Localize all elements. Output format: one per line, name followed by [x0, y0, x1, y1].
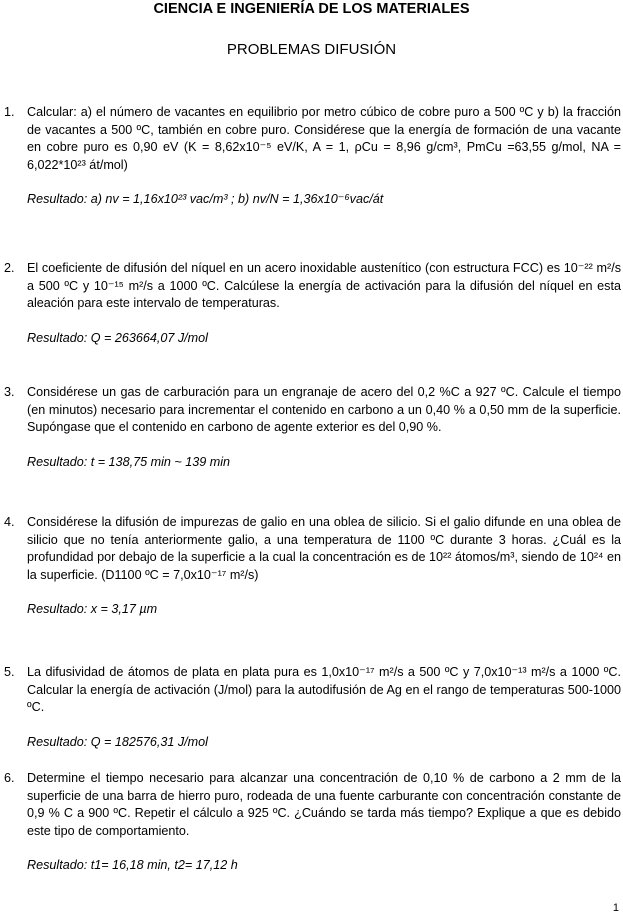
problem-2 — [0, 260, 623, 347]
problem-number: 4. — [4, 515, 15, 529]
problem-3 — [0, 384, 623, 471]
problem-result: Resultado: a) nv = 1,16x10²³ vac/m³ ; b) nv/N = 1,36x10⁻⁶vac/át — [27, 192, 384, 207]
problem-number: 2. — [4, 261, 15, 275]
document-title: CIENCIA E INGENIERÍA DE LOS MATERIALES — [153, 1, 470, 17]
problem-result: Resultado: t1= 16,18 min, t2= 17,12 h — [27, 858, 238, 873]
problem-6 — [0, 770, 623, 875]
problem-text: Considérese un gas de carburación para un engranaje de acero del 0,2 %C a 927 ºC. Calcule el tiempo (en minutos) necesario para incrementar el contenido en carbono a un 0,40 % a 0,50 mm de la superficie. Supóngase que el contenido en carbono de agente exterior es del 0,90 %. — [27, 385, 621, 435]
problem-text: Determine el tiempo necesario para alcanzar una concentración de 0,10 % de carbono a 2 mm de la superficie de una barra de hierro puro, rodeada de una fuente carburante con concentración constante de 0,9 % C a 900 ºC. Repetir el cálculo a 925 ºC. ¿Cuándo se tarda más tiempo? Explique a que es debido este tipo de comportamiento. — [27, 771, 621, 838]
problem-text: El coeficiente de difusión del níquel en un acero inoxidable austenítico (con estructura FCC) es 10⁻²² m²/s a 500 ºC y 10⁻¹⁵ m²/s a 1000 ºC. Calcúlese la energía de activación para la difusión del níquel en esta aleación para este intervalo de temperaturas. — [27, 261, 621, 311]
problem-text: Calcular: a) el número de vacantes en equilibrio por metro cúbico de cobre puro a 500 ºC y b) la fracción de vacantes a 500 ºC, también en cobre puro. Considérese que la energía de formación de una vacante en cobre puro es 0,90 eV (K = 8,62x10⁻⁵ eV/K, A = 1, ρCu = 8,96 g/cm³, PmCu =63,55 g/mol, NA = 6,022*10²³ át/mol) — [27, 105, 621, 172]
document-subtitle: PROBLEMAS DIFUSIÓN — [226, 41, 397, 58]
problem-number: 5. — [4, 665, 15, 679]
problem-number: 6. — [4, 771, 15, 785]
problem-result: Resultado: Q = 182576,31 J/mol — [27, 734, 208, 749]
problem-result: Resultado: Q = 263664,07 J/mol — [27, 330, 208, 345]
problem-text: Considérese la difusión de impurezas de galio en una oblea de silicio. Si el galio difunde en una oblea de silicio que no tenía anteriormente galio, a una temperatura de 1100 ºC durante 3 horas. ¿Cuál es la profundidad por debajo de la superficie a la cual la concentración es de 10²² átomos/m³, siendo de 10²⁴ en la superficie. (D1100 ºC = 7,0x10⁻¹⁷ m²/s) — [27, 515, 621, 582]
problem-4 — [0, 514, 623, 619]
page-number: 1 — [612, 902, 619, 914]
problem-number: 3. — [4, 385, 15, 399]
problem-result: Resultado: x = 3,17 µm — [27, 602, 158, 617]
problem-result: Resultado: t = 138,75 min ~ 139 min — [27, 454, 231, 469]
problem-text: La difusividad de átomos de plata en plata pura es 1,0x10⁻¹⁷ m²/s a 500 ºC y 7,0x10⁻¹³ m²/s a 1000 ºC. Calcular la energía de activación (J/mol) para la autodifusión de Ag en el rango de temperaturas 500-1000 ºC. — [27, 665, 621, 715]
problem-5 — [0, 664, 623, 751]
problem-number: 1. — [4, 105, 15, 119]
problem-1 — [0, 104, 623, 209]
